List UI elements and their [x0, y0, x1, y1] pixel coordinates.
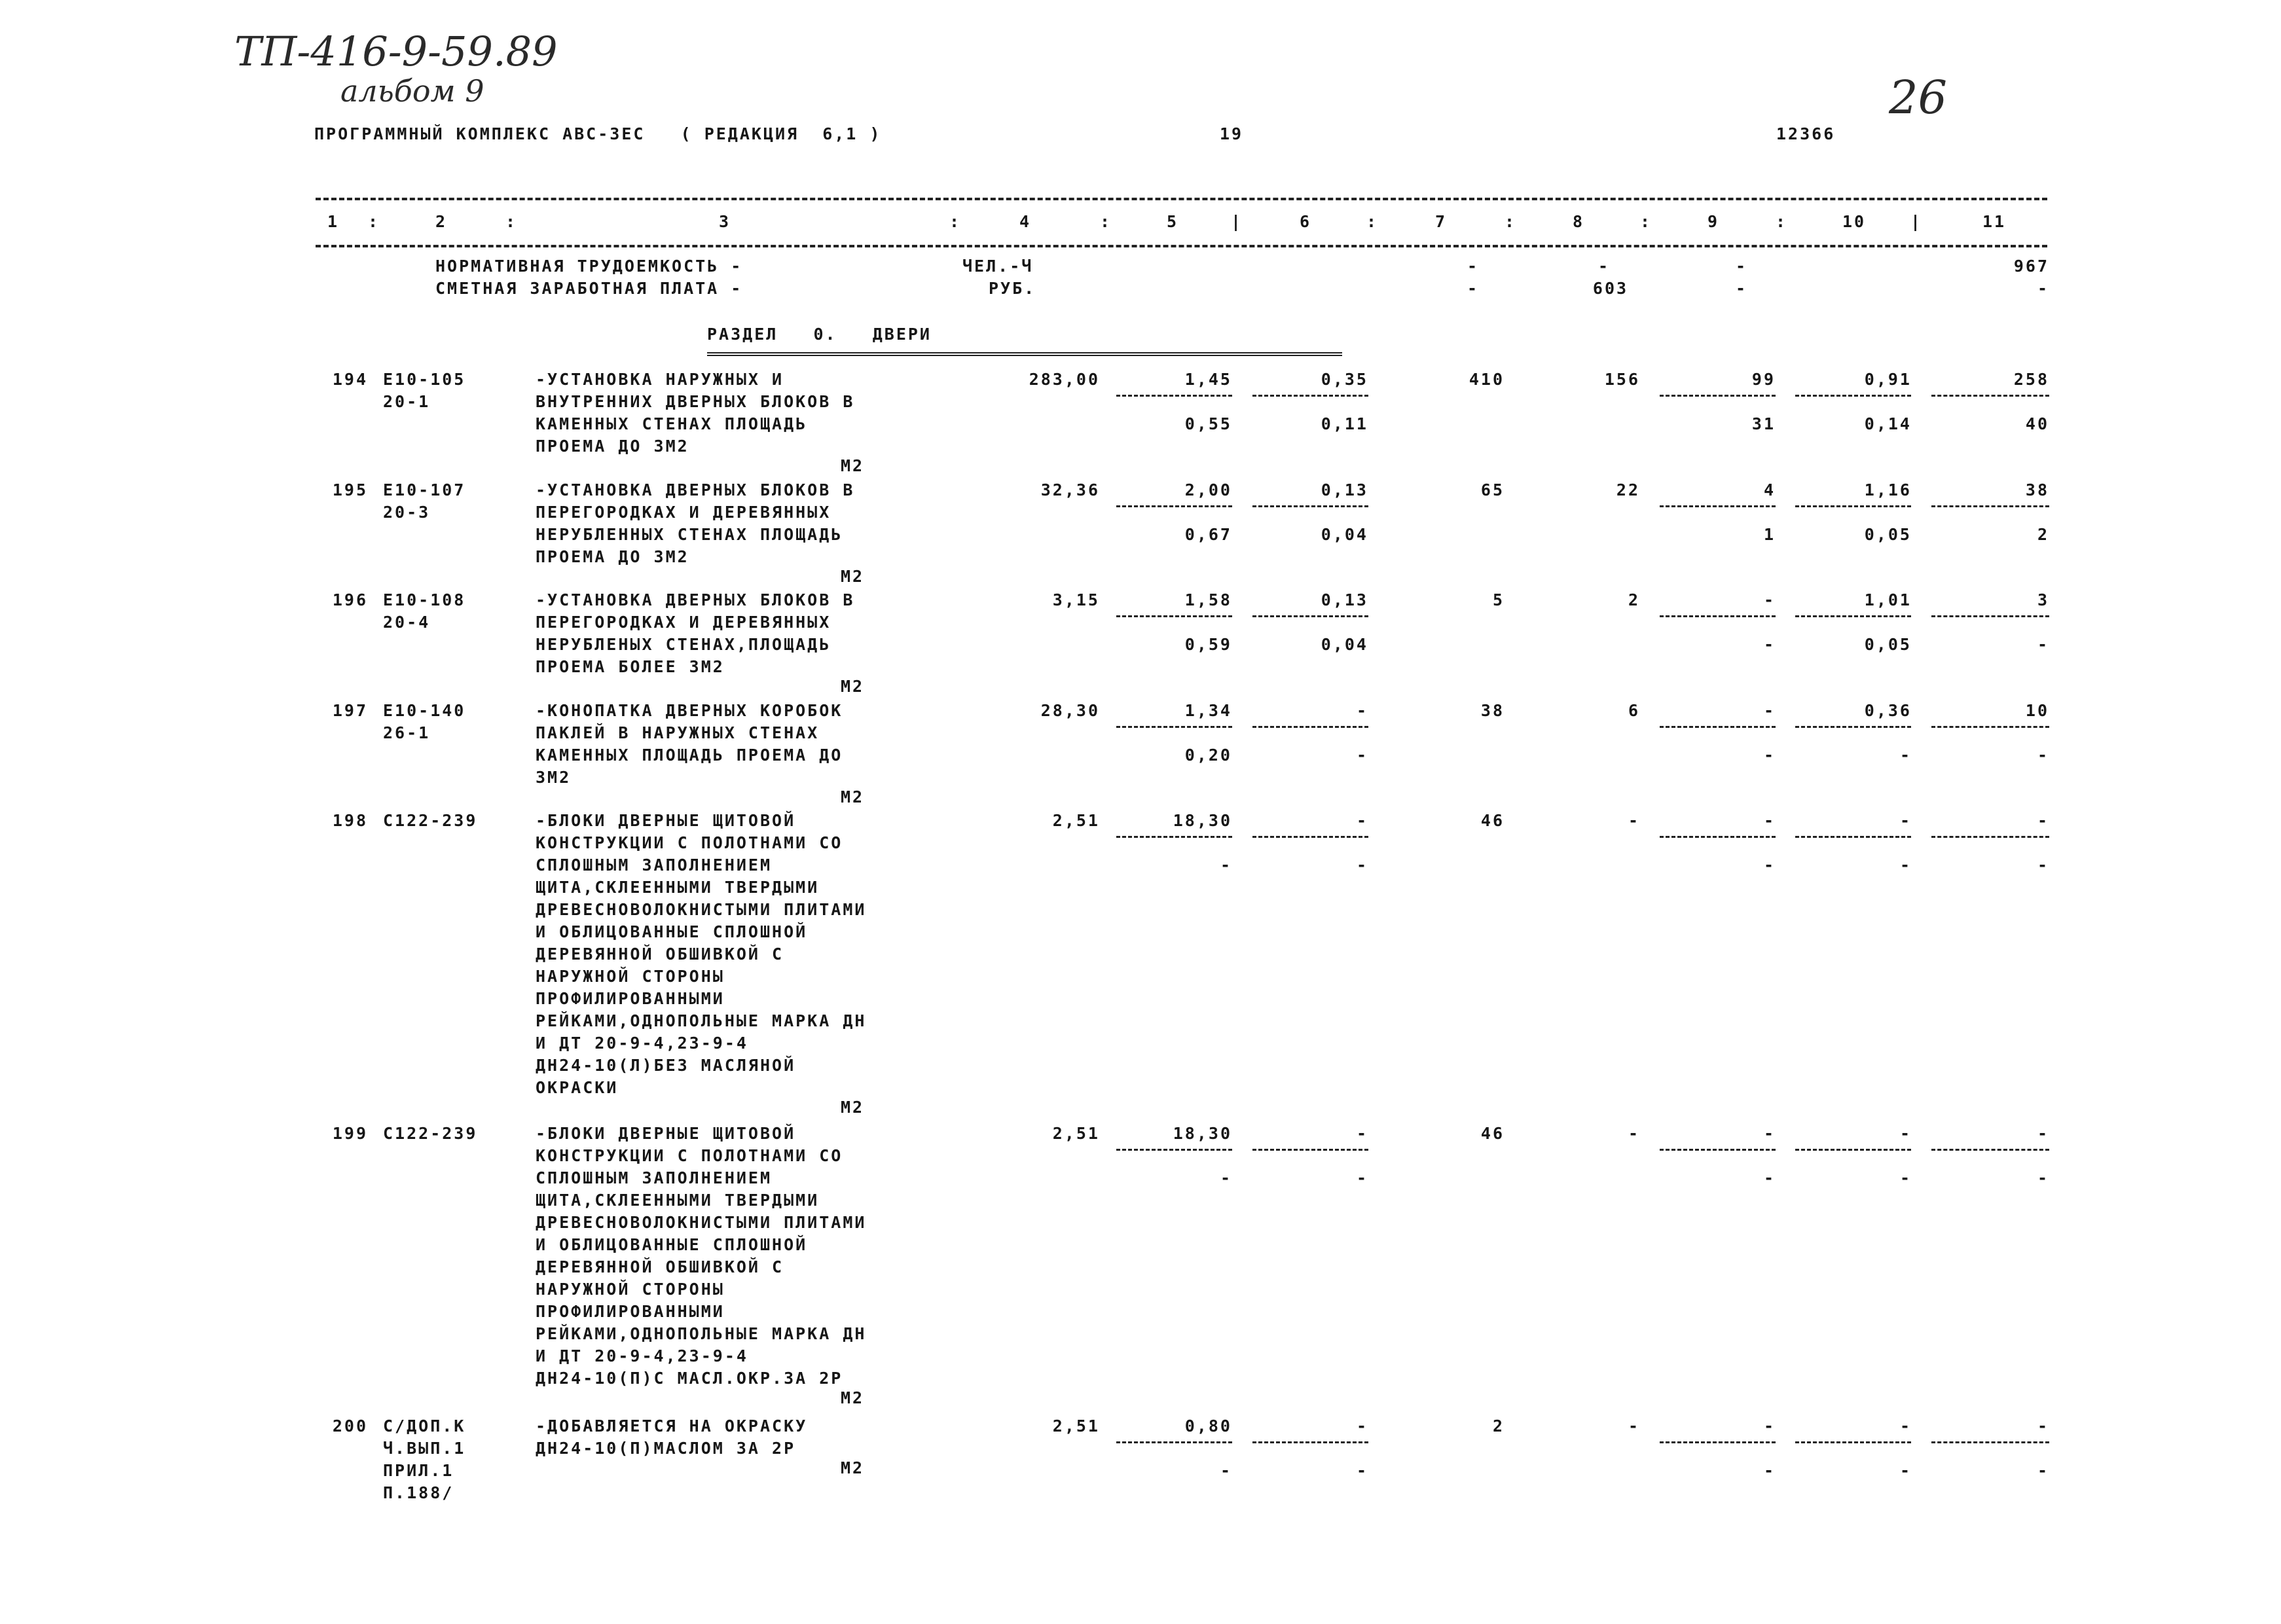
- column-header: 7: [1435, 212, 1448, 231]
- column-sep: :: [1776, 212, 1788, 231]
- row-code: С/ДОП.К: [383, 1416, 466, 1435]
- value-separator: [1931, 505, 2049, 507]
- column-sep: :: [1366, 212, 1379, 231]
- value-col7: 46: [1480, 1124, 1505, 1143]
- value-col5: 18,30: [1173, 811, 1232, 830]
- value-col11: 3: [2037, 590, 2049, 609]
- value-col10-second: 0,05: [1864, 525, 1912, 544]
- row-unit: М2: [841, 1458, 865, 1477]
- value-col8: 156: [1604, 370, 1640, 389]
- row-description: -БЛОКИ ДВЕРНЫЕ ЩИТОВОЙ: [536, 1124, 796, 1143]
- value-col4: 283,00: [1029, 370, 1100, 389]
- row-description: КОНСТРУКЦИИ С ПОЛОТНАМИ СО: [536, 1146, 843, 1165]
- value-col7: 2: [1492, 1416, 1505, 1435]
- row-unit: М2: [841, 1098, 865, 1117]
- value-separator: [1252, 615, 1368, 617]
- value-col11: -: [2037, 1124, 2049, 1143]
- value-col8: 6: [1628, 701, 1640, 720]
- value-col6: -: [1356, 701, 1368, 720]
- value-col4: 28,30: [1040, 701, 1100, 720]
- value-separator: [1116, 836, 1232, 838]
- value-col5: 1,45: [1184, 370, 1232, 389]
- value-separator: [1660, 1149, 1776, 1151]
- row-description: ОКРАСКИ: [536, 1078, 619, 1097]
- row-code: С122-239: [383, 811, 478, 830]
- row-description: ПРОЕМА ДО 3М2: [536, 437, 689, 456]
- summary-value: -: [1467, 257, 1480, 276]
- summary-unit: РУБ.: [989, 279, 1036, 298]
- value-separator: [1660, 505, 1776, 507]
- value-col9-second: -: [1763, 635, 1776, 654]
- table-top-rule: [316, 198, 2047, 200]
- row-code: С122-239: [383, 1124, 478, 1143]
- value-col6: -: [1356, 1124, 1368, 1143]
- row-description: КАМЕННЫХ ПЛОЩАДЬ ПРОЕМА ДО: [536, 746, 843, 765]
- summary-label: НОРМАТИВНАЯ ТРУДОЕМКОСТЬ -: [435, 257, 743, 276]
- value-col11-second: 40: [2025, 414, 2049, 433]
- value-separator: [1252, 1149, 1368, 1151]
- row-description: -КОНОПАТКА ДВЕРНЫХ КОРОБОК: [536, 701, 843, 720]
- value-separator: [1795, 505, 1911, 507]
- value-col4: 2,51: [1052, 1124, 1100, 1143]
- value-col8: -: [1628, 811, 1640, 830]
- value-col9-second: -: [1763, 856, 1776, 875]
- value-separator: [1116, 395, 1232, 397]
- row-description: КОНСТРУКЦИИ С ПОЛОТНАМИ СО: [536, 833, 843, 852]
- row-description: СПЛОШНЫМ ЗАПОЛНЕНИЕМ: [536, 856, 773, 875]
- summary-value: -: [1597, 257, 1611, 276]
- value-col11: -: [2037, 1416, 2049, 1435]
- row-description: ПРОФИЛИРОВАННЫМИ: [536, 989, 725, 1008]
- value-separator: [1116, 505, 1232, 507]
- value-col5: 1,58: [1184, 590, 1232, 609]
- value-separator: [1252, 1441, 1368, 1443]
- row-code: Е10-108: [383, 590, 466, 609]
- value-col11: 38: [2025, 480, 2049, 499]
- value-col7: 38: [1480, 701, 1505, 720]
- row-description: ДЕРЕВЯННОЙ ОБШИВКОЙ С: [536, 945, 784, 964]
- value-col5-second: -: [1220, 1461, 1232, 1480]
- value-separator: [1252, 726, 1368, 728]
- row-description: НЕРУБЛЕННЫХ СТЕНАХ ПЛОЩАДЬ: [536, 525, 843, 544]
- column-sep: :: [1100, 212, 1112, 231]
- value-col9: 99: [1751, 370, 1776, 389]
- value-col9: -: [1763, 701, 1776, 720]
- row-description: ПЕРЕГОРОДКАХ И ДЕРЕВЯННЫХ: [536, 503, 831, 522]
- column-header: 2: [435, 212, 448, 231]
- section-underline: [707, 352, 1342, 356]
- value-separator: [1795, 615, 1911, 617]
- row-number: 197: [332, 701, 368, 720]
- value-separator: [1116, 615, 1232, 617]
- value-separator: [1116, 726, 1232, 728]
- value-col9-second: -: [1763, 1168, 1776, 1187]
- row-description: ПРОЕМА ДО 3М2: [536, 547, 689, 566]
- column-header: 6: [1300, 212, 1312, 231]
- value-col9: -: [1763, 1124, 1776, 1143]
- value-col6: 0,13: [1321, 480, 1368, 499]
- row-description: ВНУТРЕННИХ ДВЕРНЫХ БЛОКОВ В: [536, 392, 855, 411]
- value-col10: 1,01: [1864, 590, 1912, 609]
- value-separator: [1116, 1441, 1232, 1443]
- value-col9: -: [1763, 590, 1776, 609]
- value-col5-second: 0,59: [1184, 635, 1232, 654]
- value-col10: -: [1899, 1416, 1912, 1435]
- value-col7: 46: [1480, 811, 1505, 830]
- row-number: 198: [332, 811, 368, 830]
- value-col8: 2: [1628, 590, 1640, 609]
- summary-value: -: [1735, 257, 1748, 276]
- row-description: ДН24-10(Л)БЕЗ МАСЛЯНОЙ: [536, 1056, 796, 1075]
- column-header: 4: [1019, 212, 1032, 231]
- value-col8: -: [1628, 1416, 1640, 1435]
- value-col6-second: 0,04: [1321, 635, 1368, 654]
- value-separator: [1931, 836, 2049, 838]
- row-code: ПРИЛ.1: [383, 1461, 454, 1480]
- row-description: -УСТАНОВКА ДВЕРНЫХ БЛОКОВ В: [536, 590, 855, 609]
- row-code: 20-1: [383, 392, 431, 411]
- value-col10: 1,16: [1864, 480, 1912, 499]
- row-description: НАРУЖНОЙ СТОРОНЫ: [536, 1280, 725, 1299]
- value-col9-second: 1: [1763, 525, 1776, 544]
- value-col11-second: 2: [2037, 525, 2049, 544]
- column-header: 10: [1842, 212, 1867, 231]
- row-code: 20-4: [383, 613, 431, 632]
- value-col5-second: 0,55: [1184, 414, 1232, 433]
- value-col5-second: 0,67: [1184, 525, 1232, 544]
- value-separator: [1660, 726, 1776, 728]
- value-col10-second: -: [1899, 856, 1912, 875]
- row-description: И ОБЛИЦОВАННЫЕ СПЛОШНОЙ: [536, 922, 808, 941]
- row-description: РЕЙКАМИ,ОДНОПОЛЬНЫЕ МАРКА ДН: [536, 1324, 867, 1343]
- value-separator: [1931, 726, 2049, 728]
- row-description: ПРОФИЛИРОВАННЫМИ: [536, 1302, 725, 1321]
- row-description: РЕЙКАМИ,ОДНОПОЛЬНЫЕ МАРКА ДН: [536, 1011, 867, 1030]
- value-col9: -: [1763, 811, 1776, 830]
- column-sep: :: [1640, 212, 1652, 231]
- row-number: 200: [332, 1416, 368, 1435]
- column-sep: |: [1910, 212, 1923, 231]
- value-col11-second: -: [2037, 746, 2049, 765]
- value-separator: [1931, 1441, 2049, 1443]
- value-col10: -: [1899, 1124, 1912, 1143]
- row-description: -УСТАНОВКА НАРУЖНЫХ И: [536, 370, 784, 389]
- value-separator: [1252, 836, 1368, 838]
- column-header: 3: [719, 212, 731, 231]
- row-description: ПРОЕМА БОЛЕЕ 3М2: [536, 657, 725, 676]
- value-col10: 0,36: [1864, 701, 1912, 720]
- value-separator: [1660, 836, 1776, 838]
- value-col5: 1,34: [1184, 701, 1232, 720]
- value-separator: [1795, 726, 1911, 728]
- value-col4: 32,36: [1040, 480, 1100, 499]
- column-sep: :: [949, 212, 962, 231]
- row-description: ПЕРЕГОРОДКАХ И ДЕРЕВЯННЫХ: [536, 613, 831, 632]
- value-separator: [1795, 1149, 1911, 1151]
- row-unit: М2: [841, 1388, 865, 1407]
- value-col10-second: -: [1899, 1461, 1912, 1480]
- value-col11-second: -: [2037, 1461, 2049, 1480]
- value-col9-second: -: [1763, 1461, 1776, 1480]
- value-col11-second: -: [2037, 1168, 2049, 1187]
- column-sep: :: [505, 212, 518, 231]
- value-col10-second: 0,14: [1864, 414, 1912, 433]
- value-col11: -: [2037, 811, 2049, 830]
- column-sep: :: [368, 212, 380, 231]
- value-separator: [1931, 615, 2049, 617]
- row-description: ЩИТА,СКЛЕЕННЫМИ ТВЕРДЫМИ: [536, 878, 820, 897]
- row-description: И ОБЛИЦОВАННЫЕ СПЛОШНОЙ: [536, 1235, 808, 1254]
- row-unit: М2: [841, 567, 865, 586]
- summary-value: -: [1735, 279, 1748, 298]
- value-separator: [1795, 836, 1911, 838]
- value-col6: 0,35: [1321, 370, 1368, 389]
- row-description: ЩИТА,СКЛЕЕННЫМИ ТВЕРДЫМИ: [536, 1191, 820, 1210]
- value-col8: 22: [1616, 480, 1640, 499]
- value-col10: 0,91: [1864, 370, 1912, 389]
- value-col9: 4: [1763, 480, 1776, 499]
- row-unit: М2: [841, 456, 865, 475]
- handwritten-doc-code: ТП-416-9-59.89: [234, 27, 558, 75]
- row-description: ДРЕВЕСНОВОЛОКНИСТЫМИ ПЛИТАМИ: [536, 1213, 867, 1232]
- value-col6: -: [1356, 811, 1368, 830]
- row-number: 195: [332, 480, 368, 499]
- value-col7: 410: [1469, 370, 1505, 389]
- summary-unit: ЧЕЛ.-Ч: [962, 257, 1034, 276]
- summary-label: СМЕТНАЯ ЗАРАБОТНАЯ ПЛАТА -: [435, 279, 743, 298]
- value-col6-second: -: [1356, 856, 1368, 875]
- value-separator: [1795, 395, 1911, 397]
- document-code: 12366: [1776, 124, 1836, 143]
- column-header: 5: [1167, 212, 1179, 231]
- value-col5-second: -: [1220, 1168, 1232, 1187]
- row-description: НАРУЖНОЙ СТОРОНЫ: [536, 967, 725, 986]
- value-col10-second: 0,05: [1864, 635, 1912, 654]
- column-header: 1: [327, 212, 340, 231]
- value-col10-second: -: [1899, 1168, 1912, 1187]
- row-description: И ДТ 20-9-4,23-9-4: [536, 1346, 748, 1365]
- row-description: НЕРУБЛЕНЫХ СТЕНАХ,ПЛОЩАДЬ: [536, 635, 831, 654]
- value-col11: 10: [2025, 701, 2049, 720]
- value-col11-second: -: [2037, 635, 2049, 654]
- summary-value: 603: [1592, 279, 1629, 298]
- value-separator: [1660, 395, 1776, 397]
- row-description: ДРЕВЕСНОВОЛОКНИСТЫМИ ПЛИТАМИ: [536, 900, 867, 919]
- column-header: 9: [1707, 212, 1720, 231]
- row-description: ДН24-10(П)МАСЛОМ ЗА 2Р: [536, 1439, 796, 1458]
- value-col7: 5: [1492, 590, 1505, 609]
- row-number: 199: [332, 1124, 368, 1143]
- value-col11-second: -: [2037, 856, 2049, 875]
- value-col5-second: -: [1220, 856, 1232, 875]
- value-col7: 65: [1480, 480, 1505, 499]
- value-col10-second: -: [1899, 746, 1912, 765]
- summary-value: -: [2037, 279, 2049, 298]
- row-code: Е10-105: [383, 370, 466, 389]
- value-separator: [1116, 1149, 1232, 1151]
- page-number: 19: [1220, 124, 1244, 143]
- program-header: ПРОГРАММНЫЙ КОМПЛЕКС АВС-3ЕС ( РЕДАКЦИЯ 6,1 ): [314, 124, 882, 143]
- value-col8: -: [1628, 1124, 1640, 1143]
- value-separator: [1660, 1441, 1776, 1443]
- value-col5: 0,80: [1184, 1416, 1232, 1435]
- row-number: 194: [332, 370, 368, 389]
- row-number: 196: [332, 590, 368, 609]
- value-col6-second: -: [1356, 1461, 1368, 1480]
- column-sep: :: [1505, 212, 1517, 231]
- value-col5-second: 0,20: [1184, 746, 1232, 765]
- value-separator: [1660, 615, 1776, 617]
- value-separator: [1795, 1441, 1911, 1443]
- value-col6-second: 0,11: [1321, 414, 1368, 433]
- value-col9-second: 31: [1751, 414, 1776, 433]
- row-description: 3М2: [536, 768, 572, 787]
- column-header: 8: [1573, 212, 1585, 231]
- value-col10: -: [1899, 811, 1912, 830]
- row-code: П.188/: [383, 1483, 454, 1502]
- summary-value: -: [1467, 279, 1480, 298]
- value-separator: [1252, 505, 1368, 507]
- value-separator: [1252, 395, 1368, 397]
- value-separator: [1931, 1149, 2049, 1151]
- row-description: СПЛОШНЫМ ЗАПОЛНЕНИЕМ: [536, 1168, 773, 1187]
- value-col6-second: -: [1356, 1168, 1368, 1187]
- row-unit: М2: [841, 677, 865, 696]
- row-code: 20-3: [383, 503, 431, 522]
- value-col11: 258: [2013, 370, 2049, 389]
- value-col4: 2,51: [1052, 1416, 1100, 1435]
- table-header-rule: [316, 245, 2047, 247]
- value-col9: -: [1763, 1416, 1776, 1435]
- handwritten-album: альбом 9: [340, 73, 484, 109]
- row-code: Е10-107: [383, 480, 466, 499]
- row-description: ПАКЛЕЙ В НАРУЖНЫХ СТЕНАХ: [536, 723, 820, 742]
- section-title: РАЗДЕЛ 0. ДВЕРИ: [707, 325, 932, 344]
- row-description: -ДОБАВЛЯЕТСЯ НА ОКРАСКУ: [536, 1416, 808, 1435]
- value-col6-second: -: [1356, 746, 1368, 765]
- column-sep: |: [1231, 212, 1243, 231]
- summary-value: 967: [2013, 257, 2049, 276]
- row-code: Ч.ВЫП.1: [383, 1439, 466, 1458]
- value-col6-second: 0,04: [1321, 525, 1368, 544]
- value-col6: 0,13: [1321, 590, 1368, 609]
- row-unit: М2: [841, 787, 865, 806]
- row-description: ДН24-10(П)С МАСЛ.ОКР.ЗА 2Р: [536, 1369, 843, 1388]
- value-col4: 3,15: [1052, 590, 1100, 609]
- row-code: 26-1: [383, 723, 431, 742]
- row-description: -БЛОКИ ДВЕРНЫЕ ЩИТОВОЙ: [536, 811, 796, 830]
- row-description: -УСТАНОВКА ДВЕРНЫХ БЛОКОВ В: [536, 480, 855, 499]
- row-description: ДЕРЕВЯННОЙ ОБШИВКОЙ С: [536, 1257, 784, 1276]
- column-header: 11: [1982, 212, 2007, 231]
- value-col4: 2,51: [1052, 811, 1100, 830]
- value-col9-second: -: [1763, 746, 1776, 765]
- row-code: Е10-140: [383, 701, 466, 720]
- handwritten-page-number: 26: [1889, 71, 1948, 124]
- value-col5: 18,30: [1173, 1124, 1232, 1143]
- value-col5: 2,00: [1184, 480, 1232, 499]
- row-description: КАМЕННЫХ СТЕНАХ ПЛОЩАДЬ: [536, 414, 808, 433]
- value-separator: [1931, 395, 2049, 397]
- row-description: И ДТ 20-9-4,23-9-4: [536, 1034, 748, 1053]
- value-col6: -: [1356, 1416, 1368, 1435]
